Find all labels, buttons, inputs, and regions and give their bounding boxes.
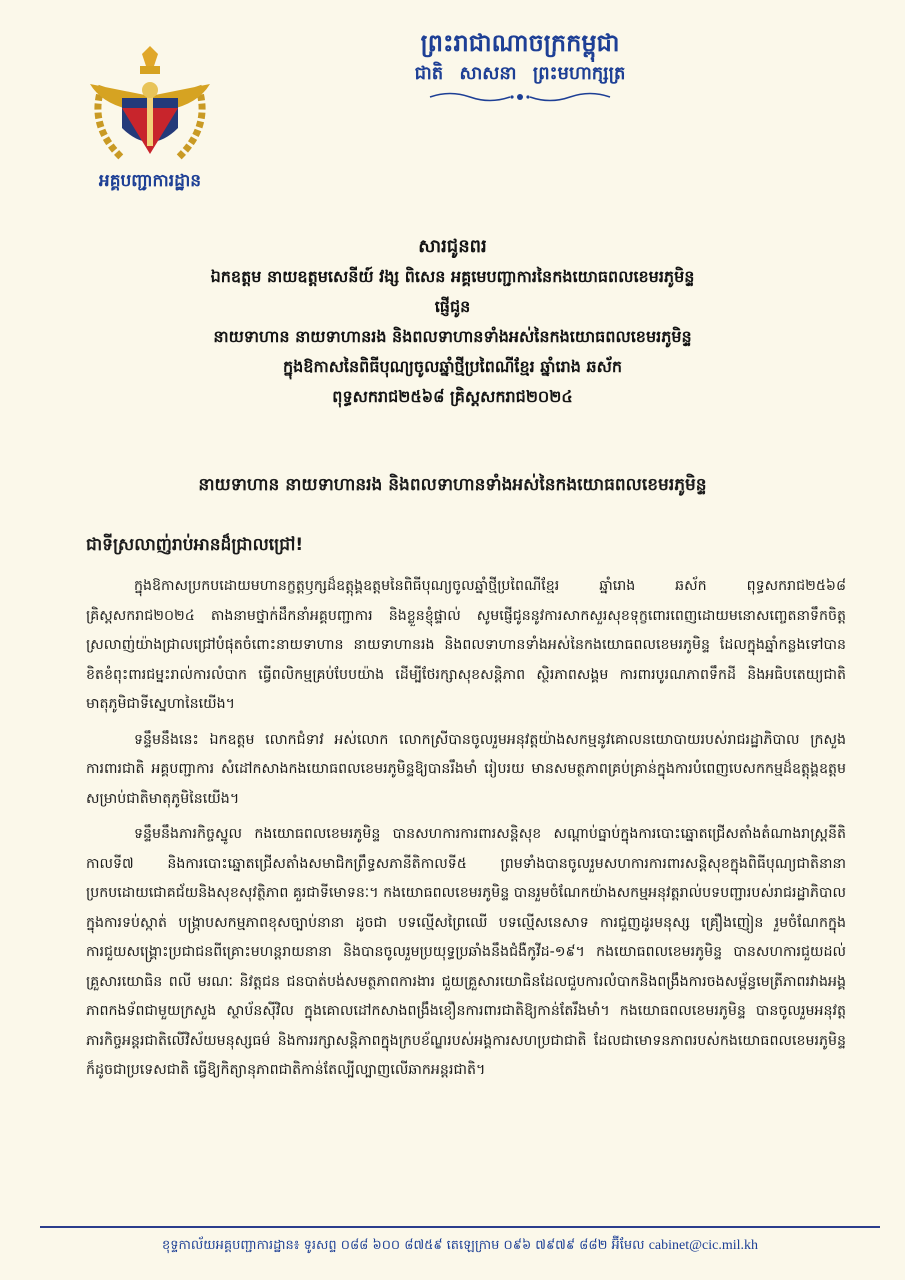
letter-body — [86, 572, 846, 1092]
footer-contact-text: ខុទ្ទកាល័យអគ្គបញ្ជាការដ្ឋាន៖ ទូរសព្ទ ០៨៨ ៦០០ ៨៧៥៩ តេឡេក្រាម ០៩៦ ៧៩៧៩ ៨៨២ អ៊ីមែល — [162, 1238, 645, 1253]
national-motto: ជាតិ សាសនា ព្រះមហាក្សត្រ — [414, 63, 626, 84]
letter-type: សារជូនពរ — [418, 236, 487, 257]
kingdom-title: ព្រះរាជាណាចក្រកម្ពុជា — [420, 29, 620, 57]
kingdom-header — [335, 26, 705, 104]
letter-date: ពុទ្ធសករាជ២៥៦៨ គ្រិស្តសករាជ២០២៤ — [332, 387, 573, 406]
letter-occasion: ក្នុងឱកាសនៃពិធីបុណ្យចូលឆ្នាំថ្មីប្រពៃណីខ្មែរ ឆ្នាំរោង ឆស័ក — [282, 357, 623, 376]
footer-contact — [40, 1237, 880, 1256]
paragraph: ទន្ទឹមនឹងភារកិច្ចស្នូល កងយោធពលខេមរភូមិន្ទ បានសហការការពារសន្តិសុខ សណ្ដាប់ធ្នាប់ក្នុងការបោះឆ្នោតជ្រើសតាំងតំណាងរាស្ត្រនីតិកាលទី៧ និងការបោះឆ្នោតជ្រើសតាំងសមាជិកព្រឹទ្ធសភានីតិកាលទី៥ ព្រមទាំងបានចូលរួមសហការការពារសន្តិសុខក្នុងពិធីបុណ្យជាតិនានា ប្រកបដោយជោគជ័យនិងសុខសុវត្ថិភាព គួរជាទីមោទនៈ។ កងយោធពលខេមរភូមិន្ទ បានរួមចំណែកយ៉ាងសកម្មអនុវត្តរាល់បទបញ្ជារបស់រាជរដ្ឋាភិបាល ក្នុងការទប់ស្កាត់ បង្ក្រាបសកម្មភាពខុសច្បាប់នានា ដូចជា បទល្មើសព្រៃឈើ បទល្មើសនេសាទ ការជួញដូរមនុស្ស គ្រឿងញៀន រួមចំណែកក្នុងការជួយសង្គ្រោះប្រជាជនពីគ្រោះមហន្តរាយនានា និងបានចូលរួមប្រយុទ្ធប្រឆាំងនឹងជំងឺកូវីដ-១៩។ កងយោធពលខេមរភូមិន្ទ បានសហការជួយដល់គ្រួសារយោធិន ពលី មរណៈ និវត្តជន ជនបាត់បង់សមត្ថភាពការងារ ជួយគ្រួសារយោធិនដែលជួបការលំបាកនិងពង្រឹងការចងសម្ព័ន្ធមេត្រីភាពរវាងអង្គភាពកងទ័ពជាមួយក្រសួង ស្ថាប័នស៊ីវិល ក្នុងគោលដៅកសាងពង្រឹងខឿនការពារជាតិឱ្យកាន់តែរឹងមាំ។ កងយោធពលខេមរភូមិន្ទ បានចូលរួមអនុវត្តភារកិច្ចអន្តរជាតិលើវិស័យមនុស្សធម៌ និងការរក្សាសន្តិភាពក្នុងក្របខ័ណ្ឌរបស់អង្គការសហប្រជាជាតិ ដែលជាមោទនភាពរបស់កងយោធពលខេមរភូមិន្ទ ក៏ដូចជាប្រទេសជាតិ ធ្វើឱ្យកិត្យានុភាពជាតិកាន់តែល្បីល្បាញលើឆាកអន្តរជាតិ។ — [86, 826, 846, 1078]
paragraph: ទន្ទឹមនឹងនេះ ឯកឧត្តម លោកជំទាវ អស់លោក លោកស្រីបានចូលរួមអនុវត្តយ៉ាងសកម្មនូវគោលនយោបាយរបស់រាជរដ្ឋាភិបាល ក្រសួងការពារជាតិ អគ្គបញ្ជាការ សំដៅកសាងកងយោធពលខេមរភូមិន្ទឱ្យបានរឹងមាំ រៀបរយ មានសមត្ថភាពគ្រប់គ្រាន់ក្នុងការបំពេញបេសកកម្មដ៏ឧត្តុង្គឧត្តមសម្រាប់ជាតិមាតុភូមិនៃយើង។ — [86, 731, 846, 807]
ornament-divider-icon — [420, 90, 620, 104]
footer-divider — [40, 1226, 880, 1228]
military-emblem-icon — [82, 46, 218, 168]
department-name: អគ្គបញ្ជាការដ្ឋាន — [98, 171, 202, 191]
sent-to-label: ផ្ញើជូន — [434, 297, 471, 316]
addressee: នាយទាហាន នាយទាហានរង និងពលទាហានទាំងអស់នៃកងយោធពលខេមរភូមិន្ទ — [198, 475, 707, 495]
footer-email[interactable]: cabinet@cic.mil.kh — [648, 1238, 758, 1253]
paragraph: ក្នុងឱកាសប្រកបដោយមហានក្ខត្តឫក្សដ៏ឧត្តុង្គឧត្តមនៃពិធីបុណ្យចូលឆ្នាំថ្មីប្រពៃណីខ្មែរ ឆ្នាំរោង ឆស័ក ពុទ្ធសករាជ២៥៦៨ គ្រិស្តសករាជ២០២៤ តាងនាមថ្នាក់ដឹកនាំអគ្គបញ្ជាការ និងខ្លួនខ្ញុំផ្ទាល់ សូមផ្ញើជូននូវការសាកសួរសុខទុក្ខពោរពេញដោយមនោសញ្ចេតនាទឹកចិត្តស្រលាញ់យ៉ាងជ្រាលជ្រៅបំផុតចំពោះនាយទាហាន នាយទាហានរង និងពលទាហានទាំងអស់នៃកងយោធពលខេមរភូមិន្ទ ដែលក្នុងឆ្នាំកន្លងទៅបានខិតខំពុះពារជម្នះរាល់ការលំបាក ធ្វើពលិកម្មគ្រប់បែបយ៉ាង ដើម្បីថែរក្សាសុខសន្តិភាព ស្ថិរភាពសង្គម ការពារបូរណភាពទឹកដី និងអធិបតេយ្យជាតិ មាតុភូមិជាទីស្នេហានៃយើង។ — [86, 578, 846, 712]
letter-heading — [40, 232, 865, 412]
salutation: ជាទីស្រលាញ់រាប់អានដ៏ជ្រាលជ្រៅ! — [86, 535, 304, 555]
letter-recipients: នាយទាហាន នាយទាហានរង និងពលទាហានទាំងអស់នៃកងយោធពលខេមរភូមិន្ទ — [213, 327, 692, 346]
letter-from: ឯកឧត្តម នាយឧត្តមសេនីយ៍ វង្ស ពិសេន អគ្គមេបញ្ជាការនៃកងយោធពលខេមរភូមិន្ទ — [210, 267, 695, 286]
